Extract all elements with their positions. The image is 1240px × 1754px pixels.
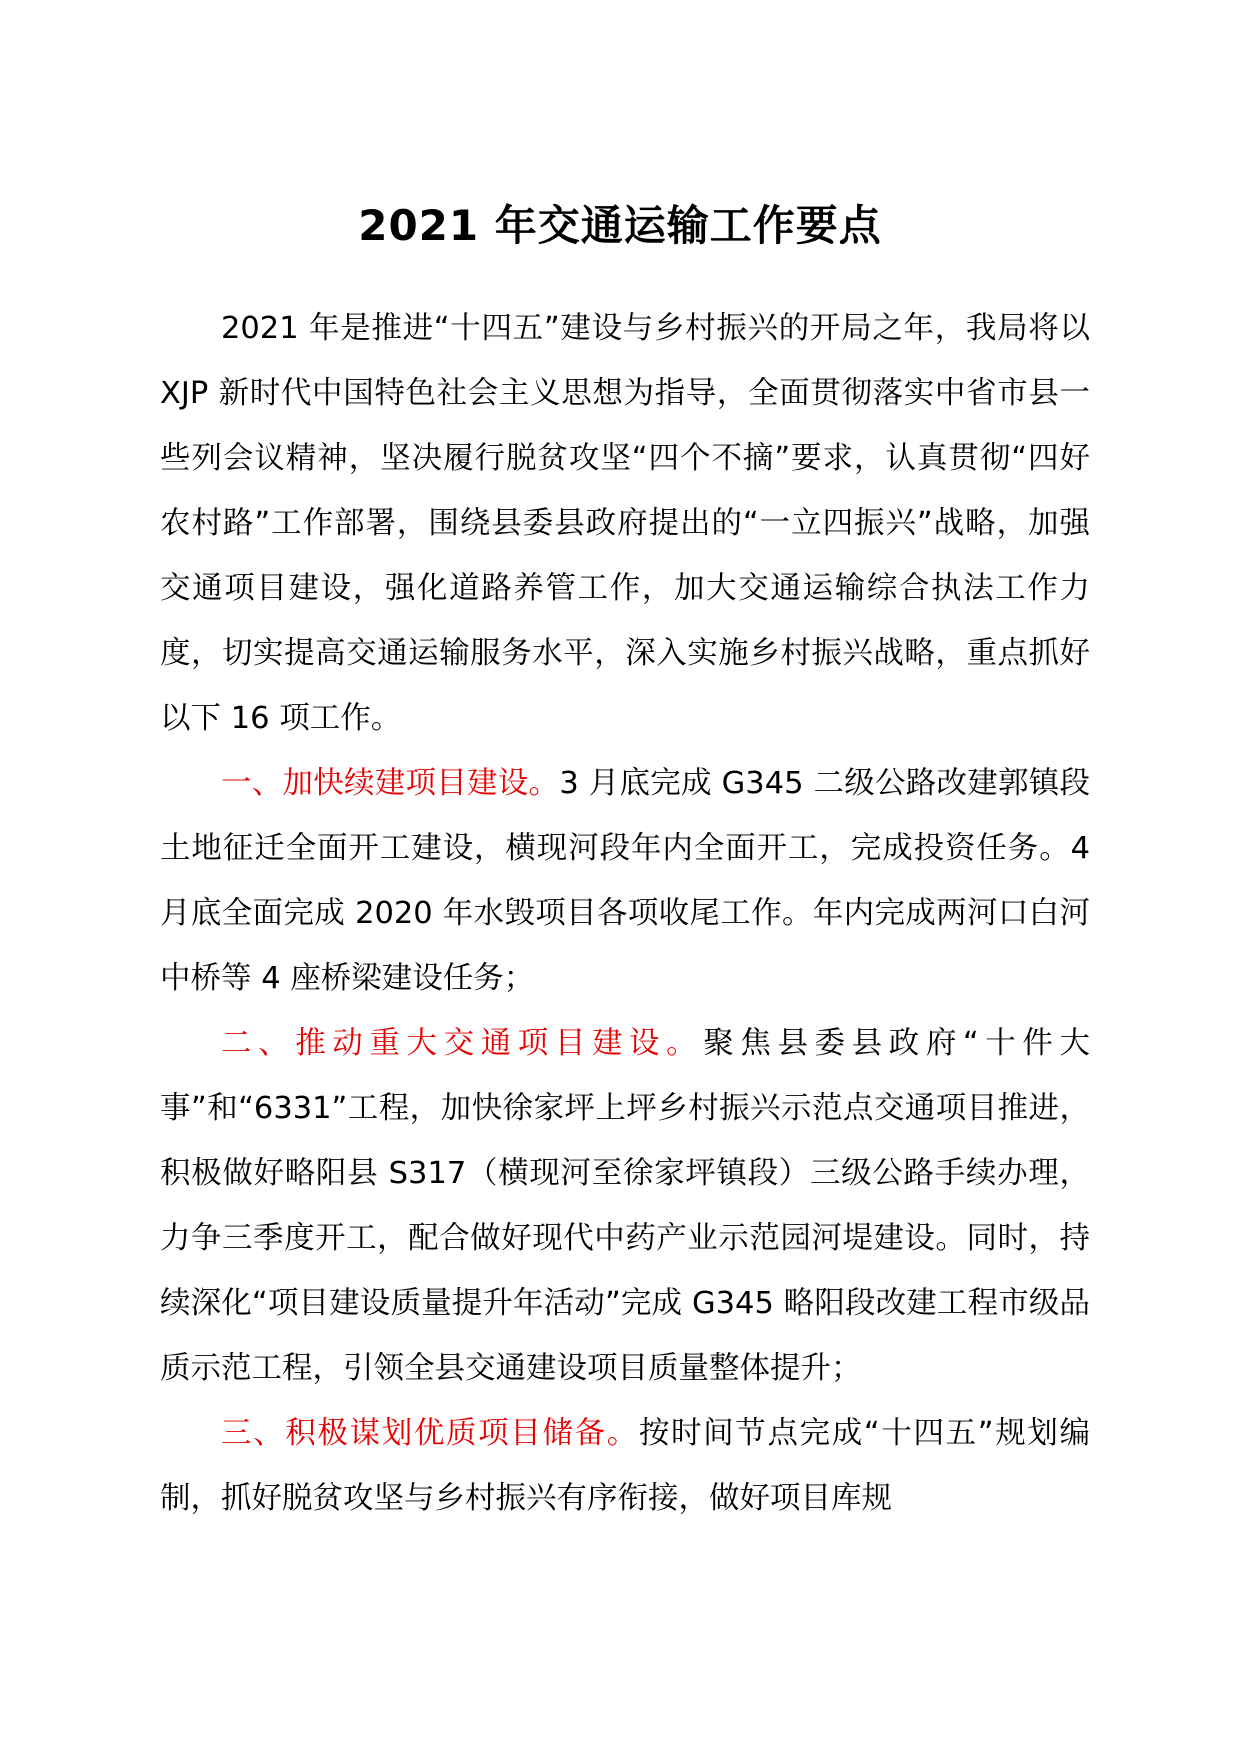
section-1-paragraph	[160, 751, 1090, 1011]
section-2-paragraph	[160, 1011, 1090, 1401]
section-2-text: 聚焦县委县政府“十件大事”和“6331”工程，加快徐家坪上坪乡村振兴示范点交通项目推进，积极做好略阳县 S317（横现河至徐家坪镇段）三级公路手续办理，力争三季度开工，配合做好现代中药产业示范园河堤建设。同时，持续深化“项目建设质量提升年活动”完成 G345 略阳段改建工程市级品质示范工程，引领全县交通建设项目质量整体提升；	[160, 1026, 1091, 1386]
document-body	[160, 296, 1090, 1531]
section-3-paragraph	[160, 1401, 1090, 1531]
section-1-heading: 一、加快续建项目建设。	[221, 766, 560, 801]
section-1-text: 3 月底完成 G345 二级公路改建郭镇段土地征迁全面开工建设，横现河段年内全面开工，完成投资任务。4 月底全面完成 2020 年水毁项目各项收尾工作。年内完成两河口白河中桥等 4 座桥梁建设任务；	[160, 766, 1091, 996]
intro-paragraph: 2021 年是推进“十四五”建设与乡村振兴的开局之年，我局将以 XJP 新时代中国特色社会主义思想为指导，全面贯彻落实中省市县一些列会议精神，坚决履行脱贫攻坚“四个不摘”要求，认真贯彻“四好农村路”工作部署，围绕县委县政府提出的“一立四振兴”战略，加强交通项目建设，强化道路养管工作，加大交通运输综合执法工作力度，切实提高交通运输服务水平，深入实施乡村振兴战略，重点抓好以下 16 项工作。	[160, 311, 1090, 736]
document-title: 2021 年交通运输工作要点	[358, 201, 882, 250]
section-3-heading: 三、积极谋划优质项目储备。	[221, 1416, 639, 1451]
section-2-heading: 二、推动重大交通项目建设。	[221, 1026, 704, 1061]
section-3-text: 按时间节点完成“十四五”规划编制，抓好脱贫攻坚与乡村振兴有序衔接，做好项目库规	[160, 1416, 1090, 1516]
